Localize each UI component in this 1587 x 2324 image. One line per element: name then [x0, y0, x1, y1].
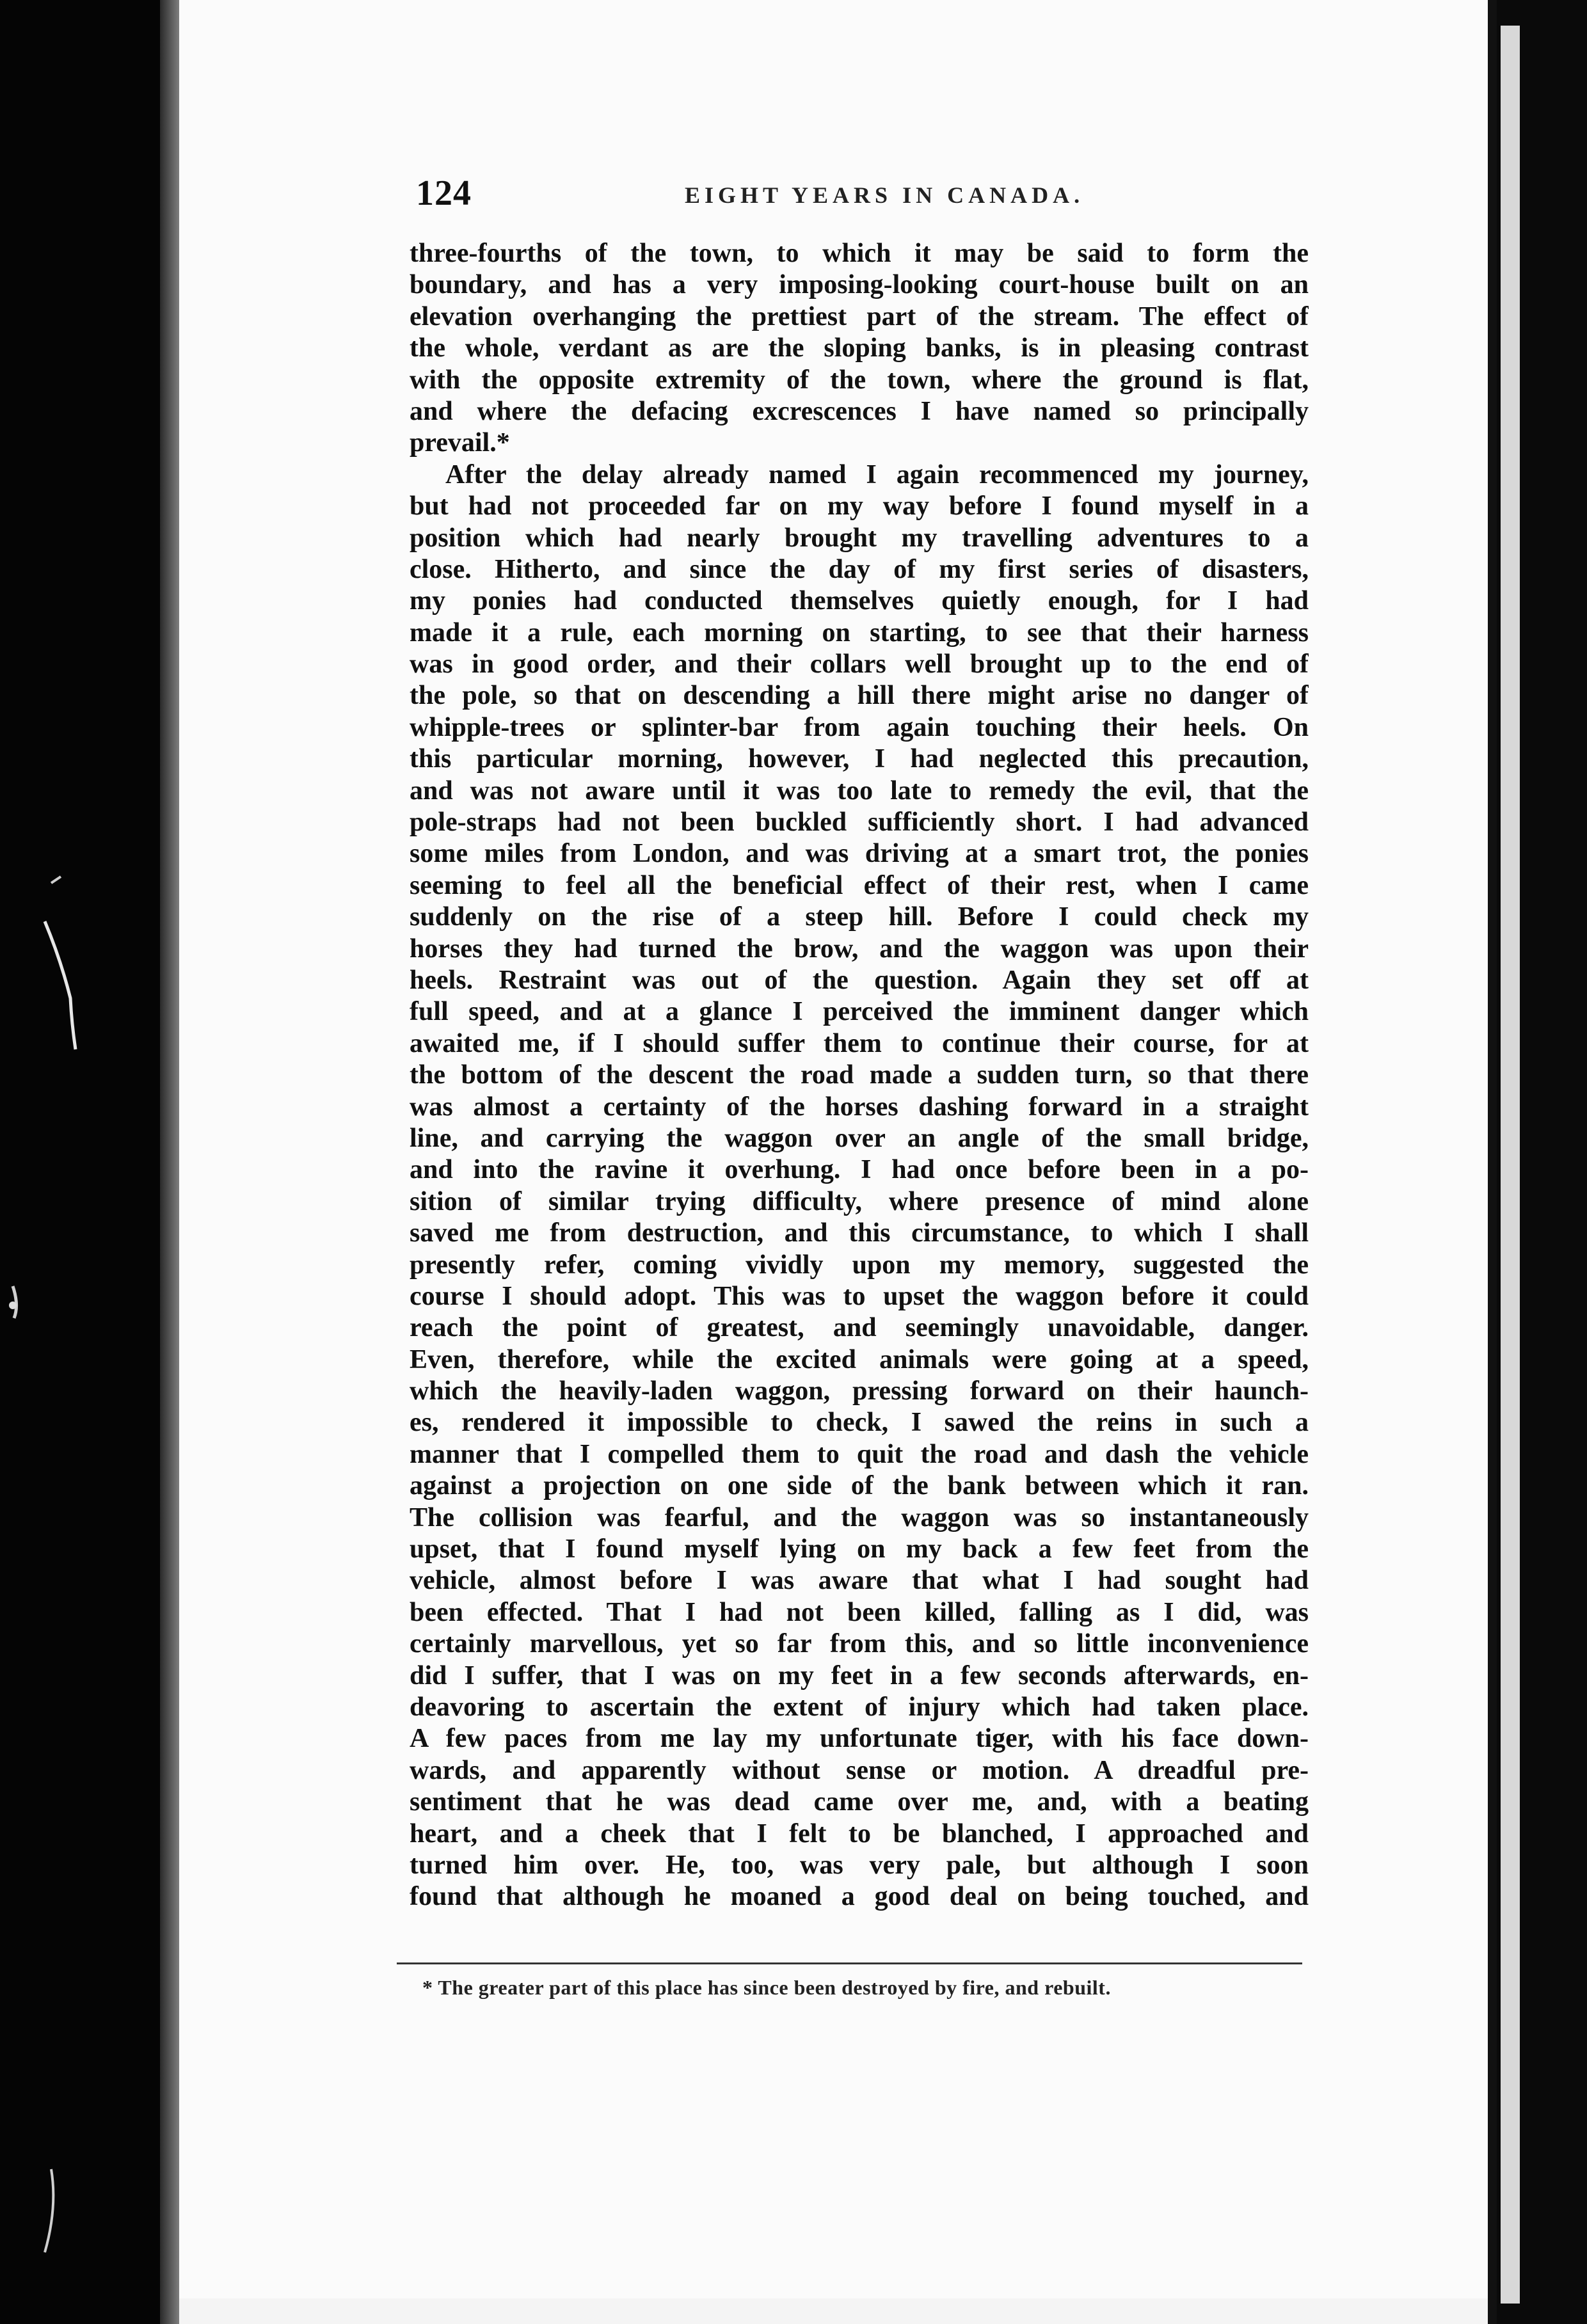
text-line: A few paces from me lay my unfortunate tiger, with his face down- [410, 1724, 1309, 1754]
text-line: this particular morning, however, I had neglected this precaution, [410, 744, 1309, 774]
text-line: close. Hitherto, and since the day of my first series of disasters, [410, 554, 1309, 584]
page-number: 124 [416, 173, 472, 213]
text-line: presently refer, coming vividly upon my memory, suggested the [410, 1250, 1309, 1280]
text-line: heart, and a cheek that I felt to be blanched, I approached and [410, 1819, 1309, 1849]
text-line: made it a rule, each morning on starting, to see that their harness [410, 617, 1309, 648]
text-line: but had not proceeded far on my way before I found myself in a [410, 491, 1309, 521]
text-line: saved me from destruction, and this circumstance, to which I shall [410, 1218, 1309, 1248]
body-text [410, 238, 1309, 1913]
text-line: elevation overhanging the prettiest part of the stream. The effect of [410, 301, 1309, 331]
text-line: the whole, verdant as are the sloping banks, is in pleasing contrast [410, 333, 1309, 363]
footnote: * The greater part of this place has since been destroyed by fire, and rebuilt. [422, 1976, 1111, 1999]
paragraph-start-line: After the delay already named I again recommenced my journey, [445, 459, 1309, 489]
text-line: heels. Restraint was out of the question. Again they set off at [410, 965, 1309, 995]
text-line: found that although he moaned a good deal on being touched, and [410, 1882, 1309, 1912]
text-line: and was not aware until it was too late to remedy the evil, that the [410, 776, 1309, 806]
text-line: the pole, so that on descending a hill there might arise no danger of [410, 681, 1309, 711]
text-line: which the heavily-laden waggon, pressing forward on their haunch- [410, 1376, 1309, 1406]
next-page-edge [1501, 26, 1520, 2304]
text-line: against a projection on one side of the bank between which it ran. [410, 1471, 1309, 1501]
text-line: awaited me, if I should suffer them to continue their course, for at [410, 1028, 1309, 1058]
text-line: full speed, and at a glance I perceived the imminent danger which [410, 997, 1309, 1027]
text-line: the bottom of the descent the road made a sudden turn, so that there [410, 1060, 1309, 1090]
text-line: manner that I compelled them to quit the road and dash the vehicle [410, 1439, 1309, 1469]
text-line: three-fourths of the town, to which it may be said to form the [410, 239, 1309, 268]
text-line: line, and carrying the waggon over an angle of the small bridge, [410, 1123, 1309, 1153]
text-line: upset, that I found myself lying on my back a few feet from the [410, 1534, 1309, 1564]
text-line: wards, and apparently without sense or motion. A dreadful pre- [410, 1755, 1309, 1785]
text-line: turned him over. He, too, was very pale, but although I soon [410, 1850, 1309, 1880]
text-line: and where the defacing excrescences I have named so principally [410, 396, 1309, 426]
text-line: position which had nearly brought my travelling adventures to a [410, 523, 1309, 553]
text-line: The collision was fearful, and the waggon was so instantaneously [410, 1502, 1309, 1532]
text-line: sition of similar trying difficulty, where presence of mind alone [410, 1186, 1309, 1216]
text-line: and into the ravine it overhung. I had once before been in a po- [410, 1155, 1309, 1185]
text-line: some miles from London, and was driving at a smart trot, the ponies [410, 839, 1309, 869]
text-line: seeming to feel all the beneficial effect of their rest, when I came [410, 870, 1309, 900]
text-line: with the opposite extremity of the town, where the ground is flat, [410, 365, 1309, 395]
text-line: pole-straps had not been buckled sufficiently short. I had advanced [410, 808, 1309, 838]
text-line: vehicle, almost before I was aware that what I had sought had [410, 1566, 1309, 1596]
text-line: es, rendered it impossible to check, I sawed the reins in such a [410, 1408, 1309, 1438]
text-line: my ponies had conducted themselves quietly enough, for I had [410, 586, 1309, 616]
page-right-border [1488, 0, 1497, 2324]
text-line: Even, therefore, while the excited animals were going at a speed, [410, 1344, 1309, 1374]
text-line: sentiment that he was dead came over me, and, with a beating [410, 1787, 1309, 1817]
text-line: was in good order, and their collars well brought up to the end of [410, 649, 1309, 680]
text-line: whipple-trees or splinter-bar from again touching their heels. On [410, 712, 1309, 742]
text-line: certainly marvellous, yet so far from this, and so little inconvenience [410, 1629, 1309, 1659]
page-bottom-edge [179, 2298, 1510, 2324]
text-line: suddenly on the rise of a steep hill. Before I could check my [410, 902, 1309, 932]
text-line: boundary, and has a very imposing-looking court-house built on an [410, 270, 1309, 300]
footnote-rule [397, 1962, 1302, 1964]
text-line: been effected. That I had not been killed, falling as I did, was [410, 1597, 1309, 1627]
scan-margin-marks [0, 0, 160, 2324]
text-line: reach the point of greatest, and seemingly unavoidable, danger. [410, 1313, 1309, 1343]
text-line: course I should adopt. This was to upset the waggon before it could [410, 1281, 1309, 1311]
page-header [416, 173, 1309, 218]
running-head: EIGHT YEARS IN CANADA. [685, 182, 1085, 208]
text-line: did I suffer, that I was on my feet in a few seconds afterwards, en- [410, 1660, 1309, 1691]
text-line: horses they had turned the brow, and the waggon was upon their [410, 934, 1309, 964]
text-line: prevail.* [410, 428, 510, 458]
text-line: deavoring to ascertain the extent of injury which had taken place. [410, 1692, 1309, 1722]
text-line: was almost a certainty of the horses dashing forward in a straight [410, 1092, 1309, 1122]
